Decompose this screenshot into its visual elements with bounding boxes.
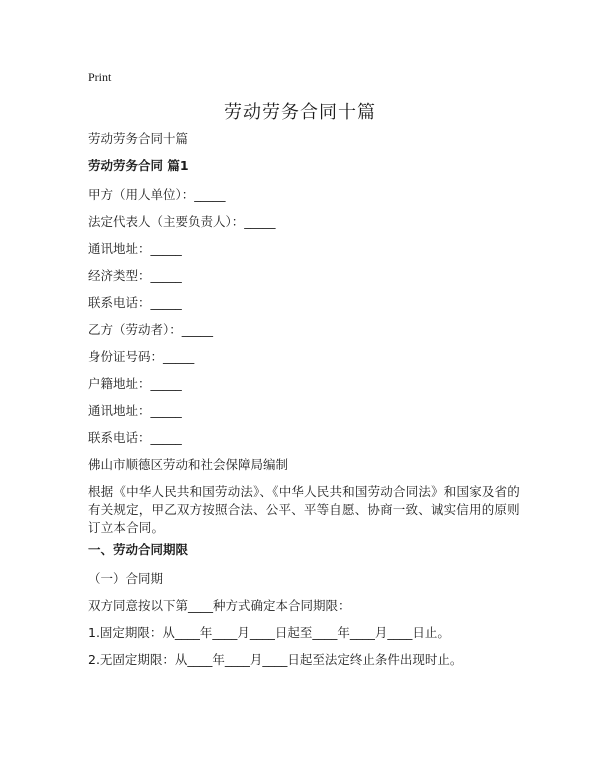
field-phone-b: 联系电话：_____	[88, 430, 182, 445]
field-economic-type: 经济类型：_____	[88, 268, 182, 283]
term-intro: 双方同意按以下第____种方式确定本合同期限：	[88, 598, 351, 613]
term-option-fixed: 1.固定期限：从____年____月____日起至____年____月____日止。	[88, 625, 450, 640]
field-address-a: 通讯地址：_____	[88, 241, 182, 256]
sub-clause-heading: （一）合同期	[88, 571, 164, 586]
clause-heading: 一、劳动合同期限	[88, 542, 189, 557]
field-party-a: 甲方（用人单位）：_____	[88, 187, 226, 202]
document-subtitle: 劳动劳务合同十篇	[88, 131, 189, 146]
field-legal-representative: 法定代表人（主要负责人）：_____	[88, 214, 276, 229]
field-address-b: 通讯地址：_____	[88, 403, 182, 418]
section-heading: 劳动劳务合同 篇1	[88, 158, 189, 173]
print-label[interactable]: Print	[88, 70, 112, 84]
compiler-note: 佛山市顺德区劳动和社会保障局编制	[88, 457, 289, 472]
document-title: 劳动劳务合同十篇	[224, 102, 376, 123]
field-phone-a: 联系电话：_____	[88, 295, 182, 310]
term-option-open: 2.无固定期限：从____年____月____日起至法定终止条件出现时止。	[88, 652, 463, 667]
field-id-number: 身份证号码：_____	[88, 349, 195, 364]
field-household-address: 户籍地址：_____	[88, 376, 182, 391]
field-party-b: 乙方（劳动者）：_____	[88, 322, 214, 337]
preamble-paragraph: 根据《中华人民共和国劳动法》、《中华人民共和国劳动合同法》和国家及省的有关规定，甲乙双方按照合法、公平、平等自愿、协商一致、诚实信用的原则订立本合同。	[88, 484, 521, 535]
